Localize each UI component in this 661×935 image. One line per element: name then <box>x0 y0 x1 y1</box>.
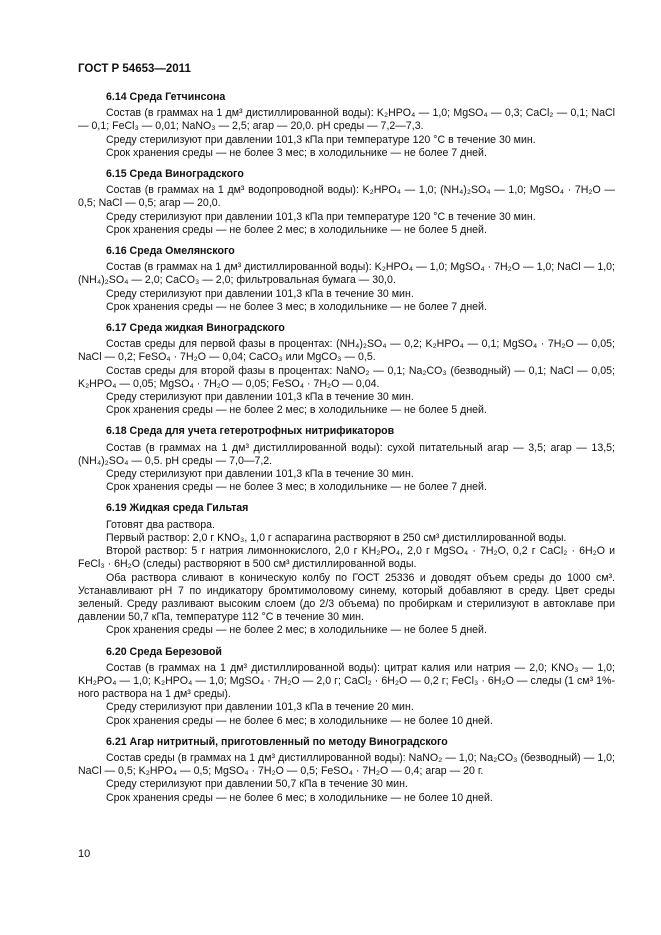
storage-text: Срок хранения среды — не более 3 мес; в холодильнике — не более 7 дней. <box>106 481 487 494</box>
standard-header: ГОСТ Р 54653—2011 <box>78 63 191 75</box>
section-6-17 <box>78 322 615 417</box>
storage-text: Срок хранения среды — не более 2 мес; в холодильнике — не более 5 дней. <box>106 223 487 236</box>
composition-text: Состав (в граммах на 1 дм³ дистиллированной воды): цитрат калия или натрия — 2,0; KNO₃ — 1,0; KH₂PO₄ — 1,0; K₂HPO₄ — 1,0; MgSO₄ · 7H₂O — 2,0 г; CaCl₂ · 6H₂O — 0,2 г; FeCl₃ · 6H₂O — следы (1 см³ 1%-ного раствора на 1 дм³ среды). <box>78 661 615 701</box>
page-number: 10 <box>78 848 91 860</box>
composition-text: Состав (в граммах на 1 дм³ водопроводной воды): K₂HPO₄ — 1,0; (NH₄)₂SO₄ — 1,0; MgSO₄ · 7H₂O — 0,5; NaCl — 0,5; агар — 20,0. <box>78 184 615 210</box>
section-heading: 6.15 Среда Виноградского <box>106 168 244 181</box>
section-heading: 6.17 Среда жидкая Виноградского <box>106 322 285 335</box>
sterilization-text: Среду стерилизуют при давлении 101,3 кПа в течение 30 мин. <box>106 391 414 404</box>
second-solution-text: Второй раствор: 5 г натрия лимоннокислого, 2,0 г KH₂PO₄, 2,0 г MgSO₄ · 7H₂O, 0,2 г CaCl₂ · 6H₂O и FeCl₃ · 6H₂O (следы) растворяют в 500 см³ дистиллированной воды. <box>78 545 615 571</box>
document-body <box>78 83 615 811</box>
sterilization-text: Среду стерилизуют при давлении 50,7 кПа в течение 30 мин. <box>106 778 408 791</box>
sterilization-text: Среду стерилизуют при давлении 101,3 кПа в течение 30 мин. <box>106 468 414 481</box>
section-6-14 <box>78 91 615 160</box>
storage-text: Срок хранения среды — не более 2 мес; в холодильнике — не более 5 дней. <box>106 624 487 637</box>
sterilization-text: Среду стерилизуют при давлении 101,3 кПа при температуре 120 °С в течение 30 мин. <box>106 210 536 223</box>
storage-text: Срок хранения среды — не более 6 мес; в холодильнике — не более 10 дней. <box>106 791 493 804</box>
section-6-16 <box>78 245 615 314</box>
section-heading: 6.19 Жидкая среда Гильтая <box>106 502 249 515</box>
storage-text: Срок хранения среды — не более 3 мес; в холодильнике — не более 7 дней. <box>106 300 487 313</box>
section-6-15 <box>78 168 615 237</box>
intro-text: Готовят два раствора. <box>106 518 215 531</box>
section-heading: 6.20 Среда Березовой <box>106 645 222 658</box>
sterilization-text: Среду стерилизуют при давлении 101,3 кПа в течение 20 мин. <box>106 701 414 714</box>
storage-text: Срок хранения среды — не более 2 мес; в холодильнике — не более 5 дней. <box>106 404 487 417</box>
section-6-21 <box>78 736 615 805</box>
section-heading: 6.21 Агар нитритный, приготовленный по методу Виноградского <box>106 735 448 748</box>
storage-text: Срок хранения среды — не более 3 мес; в холодильнике — не более 7 дней. <box>106 146 487 159</box>
composition-phase2-text: Состав среды для второй фазы в процентах: NaNO₂ — 0,1; Na₂CO₃ (безводный) — 0,1; NaCl — 0,05; K₂HPO₄ — 0,05; MgSO₄ · 7H₂O — 0,05; FeSO₄ · 7H₂O — 0,04. <box>78 364 615 390</box>
section-6-18 <box>78 425 615 494</box>
section-heading: 6.14 Среда Гетчинсона <box>106 91 226 103</box>
sterilization-text: Среду стерилизуют при давлении 101,3 кПа в течение 30 мин. <box>106 287 414 300</box>
section-heading: 6.18 Среда для учета гетеротрофных нитрификаторов <box>106 425 395 438</box>
sterilization-text: Среду стерилизуют при давлении 101,3 кПа при температуре 120 °С в течение 30 мин. <box>106 133 536 146</box>
mixing-text: Оба раствора сливают в коническую колбу по ГОСТ 25336 и доводят объем среды до 1000 см³. Устанавливают pH 7 по индикатору бромтимоловому синему, который добавляют в среду. Цвет среды зеленый. Среду разливают высоким слоем (до 2/3 объема) по пробиркам и стерилизуют в автоклаве при давлении 50,7 кПа, температуре 112 °С в течение 30 мин. <box>78 571 615 624</box>
section-6-19 <box>78 502 615 637</box>
composition-text: Состав (в граммах на 1 дм³ дистиллированной воды): K₂HPO₄ — 1,0; MgSO₄ · 7H₂O — 1,0; NaCl — 1,0; (NH₄)₂SO₄ — 2,0; CaCO₃ — 2,0; фильтровальная бумага — 30,0. <box>78 261 615 287</box>
section-6-20 <box>78 646 615 728</box>
composition-text: Состав (в граммах на 1 дм³ дистиллированной воды): K₂HPO₄ — 1,0; MgSO₄ — 0,3; CaCl₂ — 0,1; NaCl — 0,1; FeCl₃ — 0,01; NaNO₃ — 2,5; агар — 20,0. pH среды — 7,2—7,3. <box>78 107 615 133</box>
composition-text: Состав среды (в граммах на 1 дм³ дистиллированной воды): NaNO₂ — 1,0; Na₂CO₃ (безводный) — 1,0; NaCl — 0,5; K₂HPO₄ — 0,5; MgSO₄ · 7H₂O — 0,5; FeSO₄ · 7H₂O — 0,4; агар — 20 г. <box>78 751 615 778</box>
section-heading: 6.16 Среда Омелянского <box>106 245 235 258</box>
composition-text: Состав (в граммах на 1 дм³ дистиллированной воды): сухой питательный агар — 3,5; агар — 13,5; (NH₄)₂SO₄ — 0,5. pH среды — 7,0—7,2. <box>78 441 615 467</box>
composition-phase1-text: Состав среды для первой фазы в процентах: (NH₄)₂SO₄ — 0,2; K₂HPO₄ — 0,1; MgSO₄ · 7H₂O — 0,05; NaCl — 0,2; FeSO₄ · 7H₂O — 0,04; CaCO₃ или MgCO₃ — 0,5. <box>78 338 615 364</box>
storage-text: Срок хранения среды — не более 6 мес; в холодильнике — не более 10 дней. <box>106 714 493 727</box>
first-solution-text: Первый раствор: 2,0 г KNO₃, 1,0 г аспарагина растворяют в 250 см³ дистиллированной воды. <box>106 531 567 544</box>
